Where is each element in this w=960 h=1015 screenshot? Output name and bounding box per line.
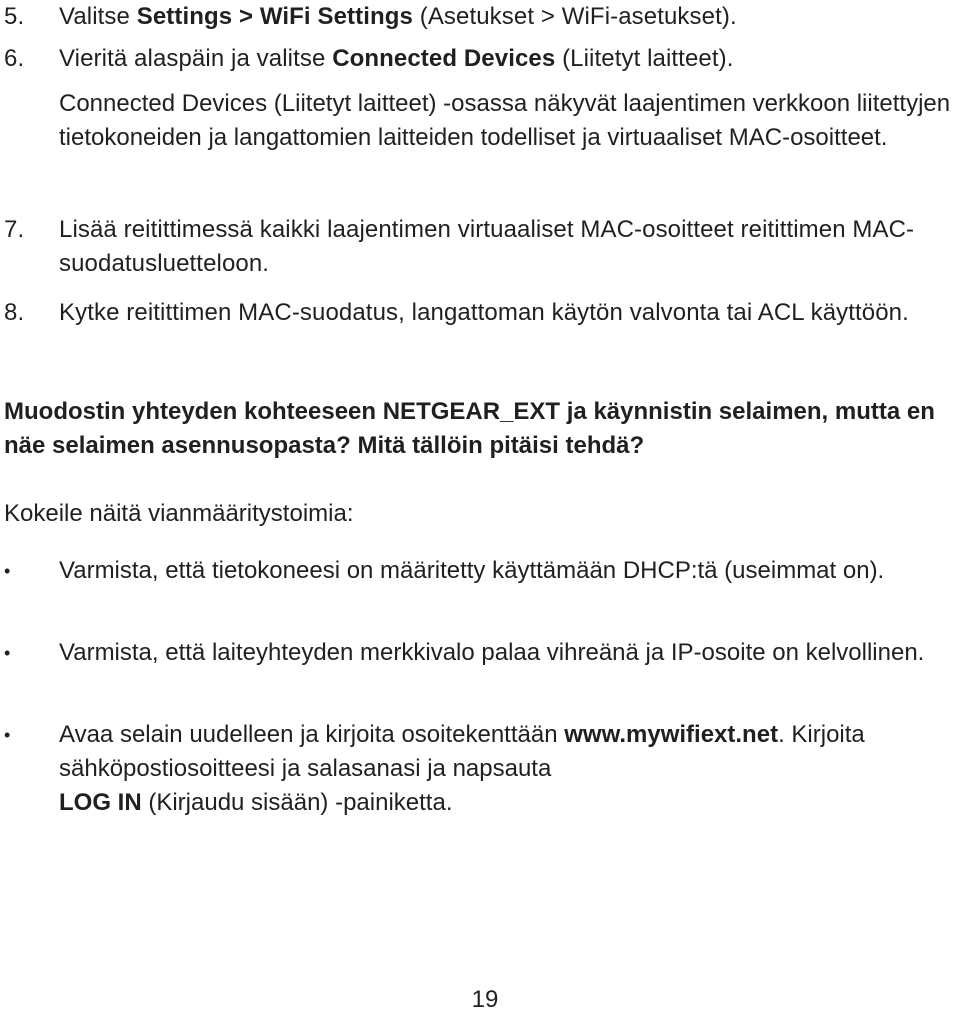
step-7	[0, 213, 950, 281]
step-text: Valitse Settings > WiFi Settings (Asetukset > WiFi-asetukset).	[59, 3, 737, 30]
step-number: 5.	[4, 3, 25, 30]
list-item-text: Varmista, että tietokoneesi on määritetty käyttämään DHCP:tä (useimmat on).	[59, 557, 885, 584]
bullet-marker: •	[4, 561, 11, 581]
list-item	[0, 554, 958, 588]
step-number: 7.	[4, 216, 25, 243]
step-6	[0, 42, 950, 76]
list-item	[0, 636, 958, 670]
intro-text: Kokeile näitä vianmääritystoimia:	[4, 500, 354, 527]
step-6-note: Connected Devices (Liitetyt laitteet) -osassa näkyvät laajentimen verkkoon liitettyjen tietokoneiden ja langattomien laitteiden todelliset ja virtuaaliset MAC-osoitteet.	[59, 90, 951, 151]
step-number: 6.	[4, 45, 25, 72]
bullet-marker: •	[4, 725, 11, 745]
list-item-text: Avaa selain uudelleen ja kirjoita osoitekenttään www.mywifiext.net. Kirjoita sähköpostiosoitteesi ja salasanasi ja napsauta LOG IN (Kirjaudu sisään) -painiketta.	[59, 721, 865, 816]
bullet-marker: •	[4, 643, 11, 663]
page-number: 19	[471, 986, 499, 1013]
login-label: LOG IN	[59, 789, 142, 816]
step-text: Kytke reitittimen MAC-suodatus, langattoman käytön valvonta tai ACL käyttöön.	[59, 299, 909, 326]
faq-question-heading: Muodostin yhteyden kohteeseen NETGEAR_EXT ja käynnistin selaimen, mutta en näe selaimen asennusopasta? Mitä tällöin pitäisi tehdä?	[4, 398, 935, 459]
step-text: Lisää reitittimessä kaikki laajentimen virtuaaliset MAC-osoitteet reitittimen MAC-suodatusluetteloon.	[59, 216, 915, 277]
list-item-text: Varmista, että laiteyhteyden merkkivalo palaa vihreänä ja IP-osoite on kelvollinen.	[59, 639, 925, 666]
menu-item: Connected Devices	[332, 45, 556, 72]
step-number: 8.	[4, 299, 25, 326]
step-text: Vieritä alaspäin ja valitse Connected Devices (Liitetyt laitteet).	[59, 45, 734, 72]
url-text: www.mywifiext.net	[564, 721, 779, 748]
step-5	[0, 0, 950, 34]
menu-path: Settings > WiFi Settings	[136, 3, 413, 30]
list-item	[0, 718, 958, 820]
step-8	[0, 296, 950, 330]
